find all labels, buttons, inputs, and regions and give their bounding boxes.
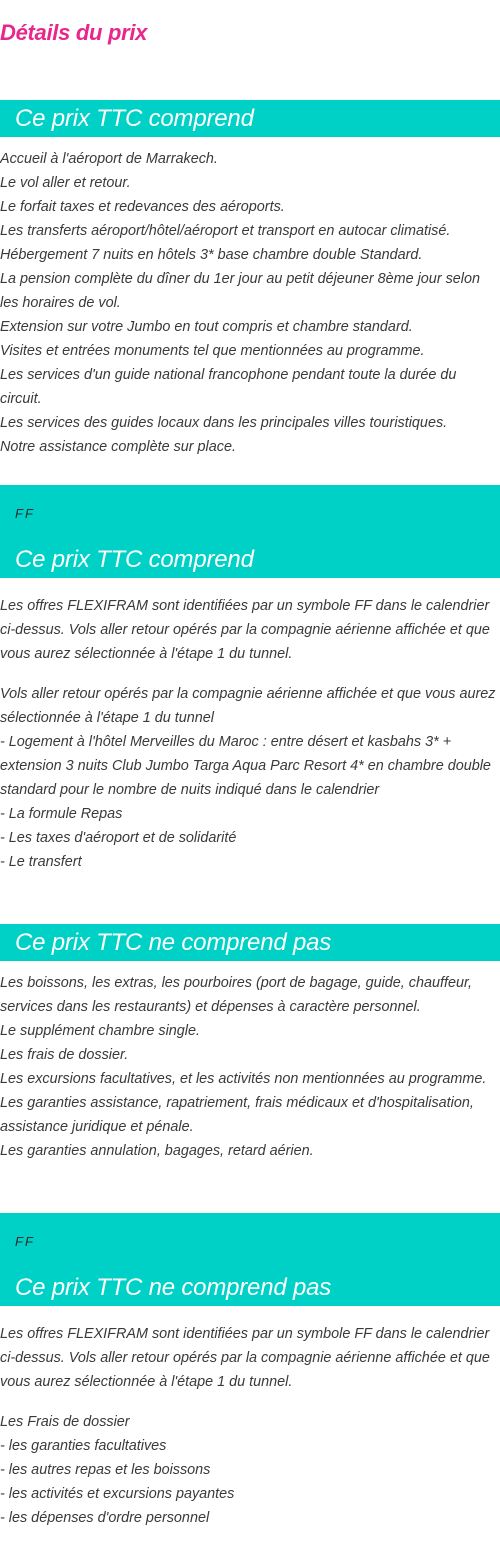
list-item: Extension sur votre Jumbo en tout compris et chambre standard. — [0, 319, 413, 335]
list-item: La pension complète du dîner du 1er jour au petit déjeuner 8ème jour selon les horaires de vol. — [0, 271, 481, 311]
list-item: - les activités et excursions payantes — [0, 1486, 235, 1502]
section-title-ff-not-included: Ce prix TTC ne comprend pas — [15, 1274, 332, 1301]
section-title-ff-included: Ce prix TTC comprend — [15, 546, 254, 573]
section-banner-included — [0, 100, 500, 137]
list-item: Les garanties annulation, bagages, retard aérien. — [0, 1143, 314, 1159]
list-item: - La formule Repas — [0, 806, 123, 822]
ff-included-intro: Les offres FLEXIFRAM sont identifiées par un symbole FF dans le calendrier ci-dessus. Vols aller retour opérés par la compagnie aérienne affichée et que vous aurez sélectionnée à l'étape 1 du tunnel. — [0, 598, 490, 662]
list-item: - les garanties facultatives — [0, 1438, 167, 1454]
list-item: Le forfait taxes et redevances des aéroports. — [0, 199, 285, 215]
page-title: Détails du prix — [0, 20, 148, 45]
section-title-not-included: Ce prix TTC ne comprend pas — [15, 929, 332, 956]
list-item: Les frais de dossier. — [0, 1047, 129, 1063]
list-item: Visites et entrées monuments tel que mentionnées au programme. — [0, 343, 425, 359]
ff-label: FF — [15, 506, 35, 521]
section-banner-not-included — [0, 924, 500, 961]
ff-not-included-intro: Les offres FLEXIFRAM sont identifiées par un symbole FF dans le calendrier ci-dessus. Vols aller retour opérés par la compagnie aérienne affichée et que vous aurez sélectionnée à l'étape 1 du tunnel. — [0, 1326, 490, 1390]
list-item: Les transferts aéroport/hôtel/aéroport et transport en autocar climatisé. — [0, 223, 451, 239]
list-item: Les services d'un guide national francophone pendant toute la durée du circuit. — [0, 367, 457, 407]
section-banner-ff-not-included — [0, 1213, 500, 1306]
list-item: Le supplément chambre single. — [0, 1023, 200, 1039]
list-item: - les dépenses d'ordre personnel — [0, 1510, 210, 1526]
section-title-included: Ce prix TTC comprend — [15, 105, 254, 132]
list-item: - Le transfert — [0, 854, 82, 870]
list-item: - les autres repas et les boissons — [0, 1462, 211, 1478]
list-item: - Logement à l'hôtel Merveilles du Maroc : entre désert et kasbahs 3* + extension 3 nuits Club Jumbo Targa Aqua Parc Resort 4* en chambre double standard pour le nombre de nuits indiqué dans le calendrier — [0, 734, 491, 798]
list-item: Accueil à l'aéroport de Marrakech. — [0, 151, 218, 167]
list-item: Les Frais de dossier — [0, 1414, 130, 1430]
ff-included-list — [0, 682, 500, 874]
ff-label: FF — [15, 1234, 35, 1249]
not-included-list — [0, 971, 500, 1163]
list-item: Le vol aller et retour. — [0, 175, 131, 191]
section-banner-ff-included — [0, 485, 500, 578]
list-item: Les services des guides locaux dans les principales villes touristiques. — [0, 415, 448, 431]
list-item: Notre assistance complète sur place. — [0, 439, 236, 455]
list-item: Les excursions facultatives, et les activités non mentionnées au programme. — [0, 1071, 487, 1087]
list-item: - Les taxes d'aéroport et de solidarité — [0, 830, 237, 846]
ff-not-included-list — [0, 1410, 500, 1530]
list-item: Les boissons, les extras, les pourboires (port de bagage, guide, chauffeur, services dans les restaurants) et dépenses à caractère personnel. — [0, 975, 472, 1015]
included-list — [0, 147, 500, 459]
list-item: Vols aller retour opérés par la compagnie aérienne affichée et que vous aurez sélectionnée à l'étape 1 du tunnel — [0, 686, 496, 726]
list-item: Hébergement 7 nuits en hôtels 3* base chambre double Standard. — [0, 247, 423, 263]
list-item: Les garanties assistance, rapatriement, frais médicaux et d'hospitalisation, assistance juridique et pénale. — [0, 1095, 474, 1135]
